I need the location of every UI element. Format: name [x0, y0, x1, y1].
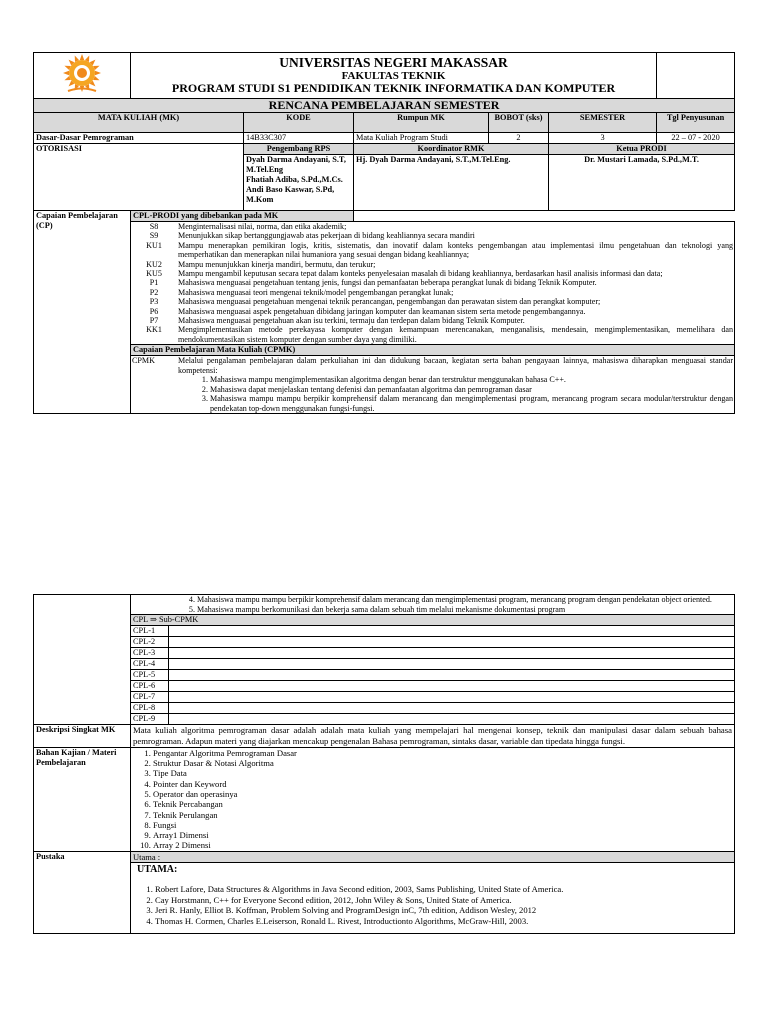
cpl-text: Mahasiswa menguasai pengetahuan akan isu terkini, termaju dan terdepan dalam bidang Teknik Komputer. [178, 316, 525, 326]
cpl-item [131, 288, 734, 297]
cpl-row [34, 637, 735, 648]
cpmk-item: 5. Mahasiswa mampu berkomunikasi dan bekerja sama dalam sebuah tim melalui mekanisme dokumentasi program [197, 605, 734, 615]
cpl-code: P3 [149, 297, 159, 307]
cpmk-item: 3. Mahasiswa mampu mampu berpikir komprehensif dalam merancang dan mengimplementasi program, merancang program secara modular/terstruktur dengan pendekatan top-down menggunakan fungsi-fungsi. [210, 394, 733, 413]
cpl-row [34, 659, 735, 670]
bahan-kajian-item: 2. Struktur Dasar & Notasi Algoritma [153, 758, 734, 768]
cpl-header: CPL-PRODI yang dibebankan pada MK [131, 211, 354, 222]
pustaka-item: 2. Cay Horstmann, C++ for Everyone Second edition, 2012, John Wiley & Sons, United State of America. [155, 895, 732, 906]
cpl-text: Mampu mengambil keputusan secara tepat dalam konteks penyelesaian masalah di bidang keahliannya, berdasarkan hasil analisis informasi dan data; [178, 269, 663, 279]
col-header-kode: KODE [244, 113, 354, 133]
pengembang-name: Dyah Darma Andayani, S.T, M.Tel.Eng [246, 155, 346, 174]
header-empty [657, 53, 735, 99]
bahan-kajian-item: 4. Pointer dan Keyword [153, 779, 734, 789]
pengembang-names [244, 155, 354, 211]
bahan-kajian-item: 7. Teknik Perulangan [153, 810, 734, 820]
program-name: PROGRAM STUDI S1 PENDIDIKAN TEKNIK INFORMATIKA DAN KOMPUTER [171, 81, 616, 95]
bahan-kajian-item: 5. Operator dan operasinya [153, 789, 734, 799]
pustaka-utama-label: Utama : [131, 851, 735, 862]
cpl-code: P7 [149, 316, 159, 326]
cpl-row [34, 648, 735, 659]
cpmk-header: Capaian Pembelajaran Mata Kuliah (CPMK) [131, 345, 735, 356]
cpmk-item: 4. Mahasiswa mampu mampu berpikir komprehensif dalam merancang dan mengimplementasi program, merancang program dengan pendekatan object oriented. [197, 595, 734, 605]
ketua-header: Ketua PRODI [549, 144, 735, 155]
cpl-label: CPL-6 [131, 681, 169, 692]
col-header-tgl: Tgl Penyusunan [657, 113, 735, 133]
header-titles [131, 53, 657, 99]
bahan-kajian-item: 9. Array1 Dimensi [153, 830, 734, 840]
course-bobot: 2 [489, 133, 549, 144]
capaian-label: Capaian Pembelajaran (CP) [34, 211, 131, 414]
cpl-code: P6 [149, 306, 159, 316]
deskripsi-label: Deskripsi Singkat MK [34, 725, 131, 748]
deskripsi-text: Mata kuliah algoritma pemrograman dasar adalah adalah mata kuliah yang mempelajari hal mengenai konsep, teknik dan manipulasi dasar dalam sebuah bahasa pemrograman. Adapun materi yang diajarkan mencakup pengenalan Bahasa pemrograman, sintaks dasar, variable dan tipedata hingga fungsi. [131, 725, 735, 748]
course-semester: 3 [549, 133, 657, 144]
cpl-row [34, 670, 735, 681]
cpl-row [34, 692, 735, 703]
cpmk-intro: Melalui pengalaman pembelajaran dalam perkuliahan ini dan didukung bacaan, kegiatan serta bahan pengayaan lainnya, mahasiswa diharapkan menguasai standar kompetensi: [178, 356, 734, 375]
cpl-text: Mahasiswa menguasai pengetahuan mengenai teknik perancangan, pengembangan dan perawatan sistem dan perangkat komputer; [178, 297, 601, 307]
cpmk-block [131, 356, 735, 414]
cpl-text: Mampu menunjukkan kinerja mandiri, bermutu, dan terukur; [178, 259, 376, 269]
cpl-row [34, 626, 735, 637]
cpl-code: KU5 [146, 269, 162, 279]
pustaka-utama-heading: UTAMA: [137, 863, 178, 875]
cpl-item [131, 241, 734, 260]
cpmk-label: CPMK [132, 356, 155, 366]
otorisasi-label: OTORISASI [34, 144, 244, 211]
pengembang-header: Pengembang RPS [244, 144, 354, 155]
course-header-row [34, 113, 735, 133]
bahan-kajian-item: 10. Array 2 Dimensi [153, 840, 734, 850]
cpl-list-table [131, 222, 734, 344]
university-name: UNIVERSITAS NEGERI MAKASSAR [279, 55, 508, 70]
cpl-text: Mengimplementasikan metode perekayasa komputer dengan kemampuan merencanakan, menganalisis, mendesain, mengimplementasikan, memelihara dan mendokumentasikan sistem komputer dengan sumber daya yang dimiliki. [178, 325, 734, 344]
logo-cell [34, 53, 131, 99]
cpl-text: Mahasiswa menguasai aspek pengetahuan dibidang jaringan komputer dan keamanan sistem serta metode pengembangannya. [178, 306, 586, 316]
bahan-kajian-item: 1. Pengantar Algoritma Pemrograman Dasar [153, 748, 734, 758]
cpl-code: KK1 [146, 325, 162, 335]
cpl-sub-cpmk-header: CPL ⇒ Sub-CPMK [131, 615, 735, 626]
cpl-label: CPL-1 [131, 626, 169, 637]
cpl-item [131, 269, 734, 278]
cpl-text: Mahasiswa menguasai teori mengenai teknik/model pengembangan perangkat lunak; [178, 287, 454, 297]
pengembang-name: Fhatiah Adiba, S.Pd.,M.Cs. [246, 175, 343, 184]
cpl-text: Menginternalisasi nilai, norma, dan etika akademik; [178, 222, 347, 231]
bahan-kajian-list [131, 747, 735, 851]
rps-table-page-2 [33, 594, 735, 934]
col-header-mk: MATA KULIAH (MK) [34, 113, 244, 133]
university-logo-icon [62, 53, 102, 95]
cpl-label: CPL-3 [131, 648, 169, 659]
col-header-bobot: BOBOT (sks) [489, 113, 549, 133]
cpl-row [34, 703, 735, 714]
koordinator-name: Hj. Dyah Darma Andayani, S.T.,M.Tel.Eng. [354, 155, 549, 211]
cpmk-continued [131, 595, 735, 615]
ketua-name: Dr. Mustari Lamada, S.Pd.,M.T. [549, 155, 735, 211]
cpl-label: CPL-7 [131, 692, 169, 703]
pustaka-label: Pustaka [34, 851, 131, 933]
cpl-item [131, 325, 734, 344]
cpl-text: Menunjukkan sikap bertanggungjawab atas pekerjaan di bidang keahliannya secara mandiri [178, 231, 475, 241]
course-name: Dasar-Dasar Pemrograman [34, 133, 244, 144]
col-header-semester: SEMESTER [549, 113, 657, 133]
cpl-code: P1 [149, 278, 159, 288]
cpl-code: S9 [149, 231, 159, 241]
pustaka-list [131, 862, 735, 933]
cpl-text: Mahasiswa menguasai pengetahuan tentang jenis, fungsi dan pemanfaatan beberapa perangkat lunak di bidang Teknik Komputer. [178, 278, 597, 288]
bahan-kajian-item: 8. Fungsi [153, 820, 734, 830]
bahan-kajian-item: 6. Teknik Percabangan [153, 799, 734, 809]
cpmk-content [177, 356, 734, 413]
cpl-code: KU2 [146, 259, 162, 269]
pustaka-item: 4. Thomas H. Cormen, Charles E.Leiserson, Ronald L. Rivest, Introductionto Algorithms, McGraw-Hill, 2003. [155, 916, 732, 927]
cpl-label: CPL-4 [131, 659, 169, 670]
pustaka-item: 3. Jeri R. Hanly, Elliot B. Koffman, Problem Solving and ProgramDesign inC, 7th edition, Addison Wesley, 2012 [155, 905, 732, 916]
cpl-code: S8 [149, 222, 159, 231]
cpmk-item: 2. Mahasiswa dapat menjelaskan tentang defenisi dan pemanfaatan algoritma dan pemrograman dasar [210, 385, 733, 395]
pengembang-name: Andi Baso Kaswar, S.Pd, M.Kom [246, 185, 335, 204]
cpl-item [131, 222, 734, 231]
cpmk-item: 1. Mahasiswa mampu mengimplementasikan algoritma dengan benar dan terstruktur menggunakan bahasa C++. [210, 375, 733, 385]
cpl-text: Mampu menerapkan pemikiran logis, kritis, sistematis, dan inovatif dalam konteks pengembangan atau implementasi ilmu pengetahuan dan teknologi yang memperhatikan dan menerapkan nilai humaniora yang sesuai dengan bidang keahliannya; [178, 240, 734, 260]
cpl-label: CPL-8 [131, 703, 169, 714]
course-value-row [34, 133, 735, 144]
bahan-kajian-label: Bahan Kajian / Materi Pembelajaran [34, 747, 131, 851]
course-date: 22 – 07 - 2020 [657, 133, 735, 144]
cpl-label: CPL-2 [131, 637, 169, 648]
cpl-item [131, 278, 734, 287]
cpl-item [131, 260, 734, 269]
col-header-rumpun: Rumpun MK [354, 113, 489, 133]
cpl-code: KU1 [146, 240, 162, 250]
bahan-kajian-item: 3. Tipe Data [153, 768, 734, 778]
faculty-name: FAKULTAS TEKNIK [341, 70, 446, 82]
rps-table-page-1 [33, 52, 735, 414]
cpl-label: CPL-9 [131, 714, 169, 725]
pustaka-item: 1. Robert Lafore, Data Structures & Algorithms in Java Second edition, 2003, Sams Publishing, United State of America. [155, 884, 732, 895]
cpl-row [34, 681, 735, 692]
cpl-label: CPL-5 [131, 670, 169, 681]
cpl-item [131, 316, 734, 325]
cpl-list [131, 222, 735, 345]
course-code: 14B33C307 [244, 133, 354, 144]
cpl-row [34, 714, 735, 725]
cpl-item [131, 231, 734, 240]
cpl-item [131, 307, 734, 316]
course-rumpun: Mata Kuliah Program Studi [354, 133, 489, 144]
koordinator-header: Koordinator RMK [354, 144, 549, 155]
cpl-code: P2 [149, 287, 159, 297]
cpl-item [131, 297, 734, 306]
document-title: RENCANA PEMBELAJARAN SEMESTER [34, 99, 735, 113]
